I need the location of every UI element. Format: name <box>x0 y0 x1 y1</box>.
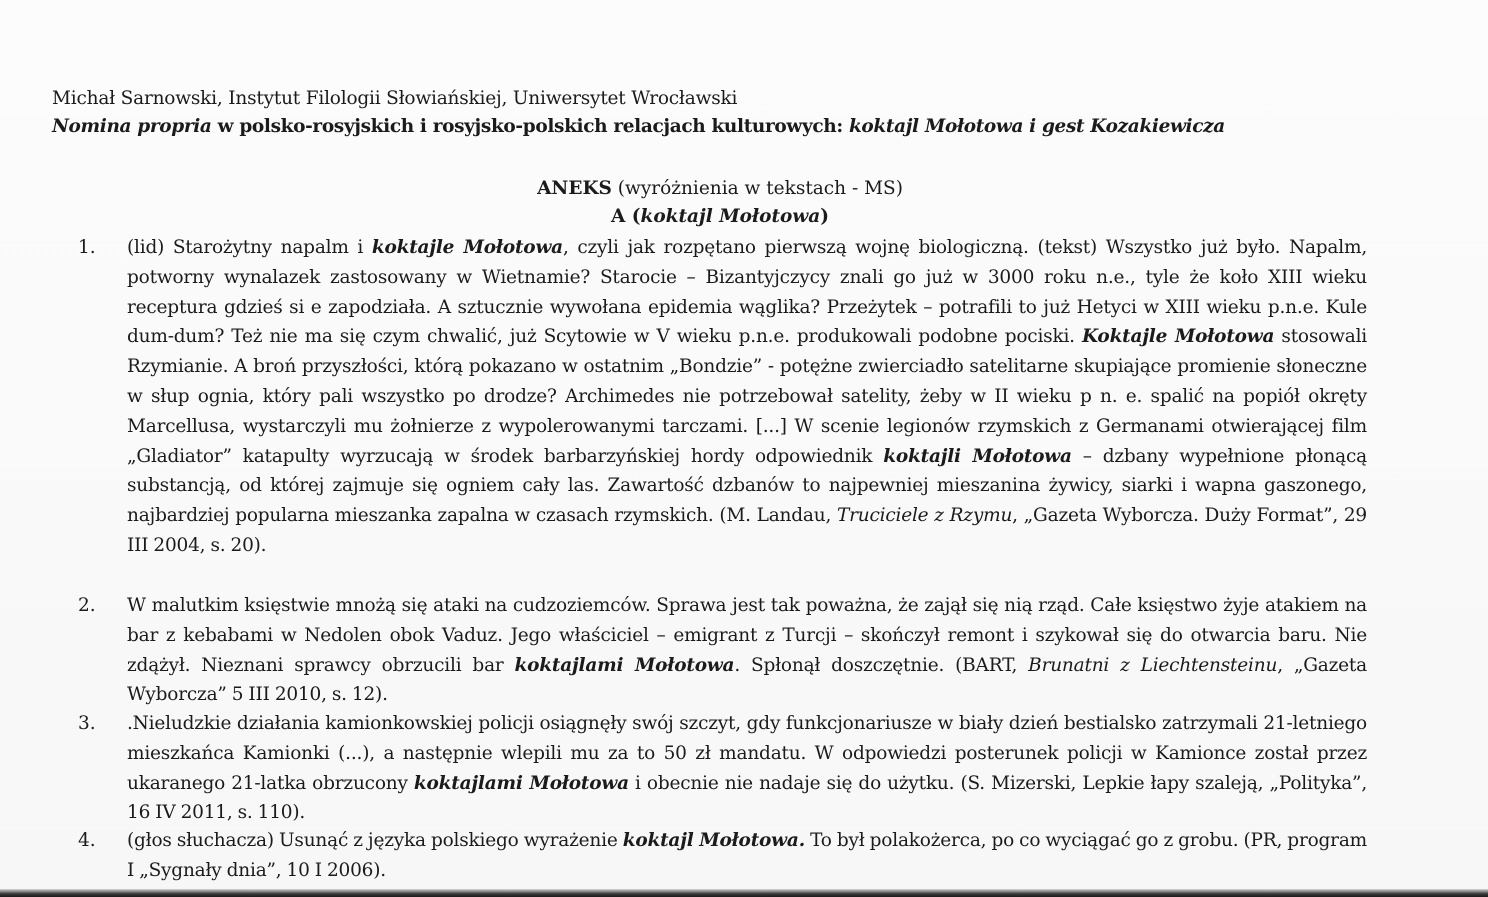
item-number: 3. <box>78 713 96 734</box>
text-run: – dzbany wypełnione płonącą substancją, od której zajmuje się ogniem cały las. Zawartość dzbanów to najpewniej mieszanina żywicy, siarki i wapna gaszonego, najbardziej popularna mieszanka zapalna w czasach rzymskich. (M. Landau, <box>127 445 1367 527</box>
text-run: W malutkim księstwie mnożą się ataki na cudzoziemców. Sprawa jest tak poważna, że zajął się nią rząd. Całe księstwo żyje atakiem na bar z kebabami w Nedolen obok Vaduz. Jego właściciel – emigrant z Turcji – skończył remont i szykował się do otwarcia baru. Nie zdążył. Nieznani sprawcy obrzucili bar <box>127 595 1367 676</box>
title-italic-nomina: Nomina propria <box>52 116 212 137</box>
section-a-prefix: A ( <box>610 206 641 227</box>
text-run: (głos słuchacza) Usunąć z języka polskiego wyrażenie <box>127 830 623 851</box>
title-italic-koktajl: koktajl Mołotowa i gest Kozakiewicza <box>848 116 1225 137</box>
item-text <box>127 826 1367 886</box>
emphasis-bold-italic: koktajlami Mołotowa <box>514 654 735 676</box>
text-run: stosowali Rzymianie. A broń przyszłości, którą pokazano w ostatnim „Bondzie” - potężne zwierciadło satelitarne skupiające promienie słoneczne w słup ognia, który pali wszystko po drodze? Archimedes nie potrzebował satelity, żeby w II wieku p n. e. spalić na popiół okręty Marcellusa, wystarczyli mu żołnierze z wypolerowanymi tarczami. [...] W scenie legionów rzymskich z Germanami otwierającej film „Gladiator” katapulty wyrzucają w środek barbarzyńskiej hordy odpowiednik <box>127 326 1367 467</box>
emphasis-bold-italic: koktajli Mołotowa <box>883 445 1072 467</box>
item-text <box>127 709 1367 828</box>
section-a-suffix: ) <box>820 206 830 227</box>
emphasis-bold-italic: koktajl Mołotowa. <box>622 830 805 851</box>
article-title <box>52 116 1225 137</box>
text-run: , czyli jak rozpętano pierwszą wojnę biologiczną. (tekst) Wszystko już było. Napalm, potworny wynalazek zastosowany w Wietnamie? Starocie – Bizantyjczycy znali go już w 3000 roku n.e., tyle że koło XIII wieku receptura gdzieś si e zapodziała. A sztucznie wywołana epidemia wąglika? Przeżytek – potrafili to już Hetyci w XIII wieku p.n.e. Kule dum-dum? Też nie ma się czym chwalić, już Scytowie w V wieku p.n.e. produkowali podobne pociski. <box>127 237 1367 348</box>
author-line: Michał Sarnowski, Instytut Filologii Słowiańskiej, Uniwersytet Wrocławski <box>52 88 738 109</box>
item-number: 2. <box>78 595 96 616</box>
item-number: 1. <box>78 237 96 258</box>
emphasis-bold-italic: koktajle Mołotowa <box>371 237 563 258</box>
emphasis-italic: Truciciele z Rzymu <box>836 505 1013 527</box>
item-number: 4. <box>78 830 96 851</box>
text-run: . Spłonął doszczętnie. (BART, <box>734 654 1029 676</box>
section-a-heading <box>0 206 1440 227</box>
text-run: .Nieludzkie działania kamionkowskiej policji osiągnęły swój szczyt, gdy funkcjonariusze w biały dzień bestialsko zatrzymali 21-letniego mieszkańca Kamionki (...), a następnie wlepili mu za to 50 zł mandatu. W odpowiedzi posterunek policji w Kamionce został przez ukaranego 21-latka obrzucony <box>127 713 1367 794</box>
emphasis-bold-italic: Koktajle Mołotowa <box>1081 326 1275 348</box>
text-run: To był polakożerca, po co wyciągać go z grobu. (PR, program I „Sygnały dnia”, 10 I 2006). <box>127 830 1367 881</box>
item-text <box>127 233 1367 561</box>
title-middle: w polsko-rosyjskich i rosyjsko-polskich relacjach kulturowych: <box>211 116 849 137</box>
text-run: , „Gazeta Wyborcza. Duży Format”, 29 III 2004, s. 20). <box>127 505 1367 556</box>
section-a-italic: koktajl Mołotowa <box>640 206 821 227</box>
aneks-note: (wyróżnienia w tekstach - MS) <box>611 178 903 199</box>
emphasis-italic: Brunatni z Liechtensteinu <box>1028 654 1278 676</box>
scan-bottom-edge <box>0 889 1488 897</box>
text-run: , „Gazeta Wyborcza” 5 III 2010, s. 12). <box>127 654 1367 706</box>
emphasis-bold-italic: koktajlami Mołotowa <box>413 772 629 794</box>
text-run: (lid) Starożytny napalm i <box>127 237 372 258</box>
item-text <box>127 591 1367 710</box>
aneks-label: ANEKS <box>537 178 612 199</box>
aneks-heading <box>0 178 1440 199</box>
text-run: i obecnie nie nadaje się do użytku. (S. Mizerski, Lepkie łapy szaleją, „Polityka”, 16 IV 2011, s. 110). <box>127 772 1367 824</box>
